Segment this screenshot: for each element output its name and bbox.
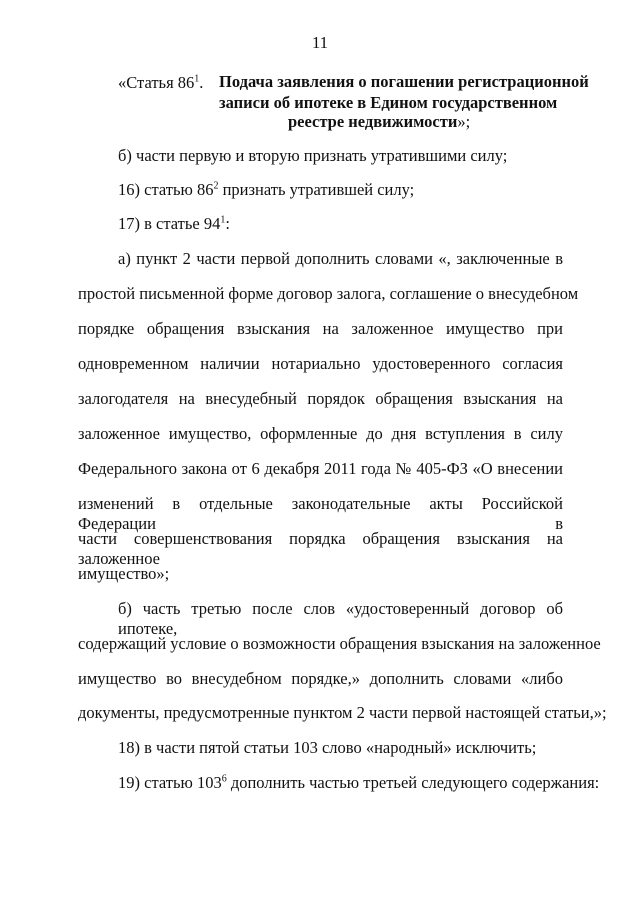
item-a-line-1: а) пункт 2 части первой дополнить словами «, заключенные в	[118, 249, 563, 268]
article-label	[118, 73, 203, 93]
article-title-2: записи об ипотеке в Едином государственном	[219, 93, 558, 112]
item-b-line-1: б) часть третью после слов «удостоверенный договор об ипотеке,	[118, 599, 563, 638]
article-prefix-tail: .	[199, 73, 204, 92]
p16-sup: 2	[213, 180, 219, 192]
item-18: 18) в части пятой статьи 103 слово «народный» исключить;	[118, 738, 537, 757]
article-title-3-wrap	[288, 112, 470, 132]
item-a-line-2: простой письменной форме договор залога, соглашение о внесудебном	[78, 284, 579, 303]
article-prefix: «Статья 86	[118, 73, 195, 92]
item-19-after: дополнить частью третьей следующего содержания:	[226, 773, 600, 792]
paragraph-b-parts: б) части первую и вторую признать утратившими силу;	[118, 146, 508, 165]
item-19	[118, 773, 599, 793]
article-sup: 1	[194, 73, 200, 85]
article-closing: »;	[457, 112, 471, 131]
item-a-line-7: Федерального закона от 6 декабря 2011 года № 405-ФЗ «О внесении	[78, 459, 563, 478]
item-a-line-9: части совершенствования порядка обращения взыскания на заложенное	[78, 529, 563, 568]
item-a-line-3: порядке обращения взыскания на заложенное имущество при	[78, 319, 563, 338]
p17-sup: 1	[220, 214, 226, 226]
paragraph-17	[118, 214, 230, 234]
item-a-line-6: заложенное имущество, оформленные до дня вступления в силу	[78, 424, 563, 443]
item-a-line-4: одновременном наличии нотариально удостоверенного согласия	[78, 354, 563, 373]
p16-before: 16) статью 86	[118, 180, 214, 199]
item-19-sup: 6	[221, 773, 227, 785]
article-title-3: реестре недвижимости	[288, 112, 458, 131]
item-b-line-4: документы, предусмотренные пунктом 2 части первой настоящей статьи,»;	[78, 703, 607, 722]
item-b-line-2: содержащий условие о возможности обращения взыскания на заложенное	[78, 634, 601, 653]
p16-after: признать утратившей силу;	[218, 180, 415, 199]
item-a-line-10: имущество»;	[78, 564, 170, 583]
item-b-line-3: имущество во внесудебном порядке,» дополнить словами «либо	[78, 669, 563, 688]
page-number: 11	[311, 33, 329, 52]
article-title-1: Подача заявления о погашении регистрационной	[219, 72, 589, 91]
item-a-line-5: залогодателя на внесудебный порядок обращения взыскания на	[78, 389, 563, 408]
p17-after: :	[225, 214, 230, 233]
p17-before: 17) в статье 94	[118, 214, 221, 233]
item-a-line-8: изменений в отдельные законодательные акты Российской Федерации в	[78, 494, 563, 533]
paragraph-16	[118, 180, 414, 200]
item-19-before: 19) статью 103	[118, 773, 222, 792]
